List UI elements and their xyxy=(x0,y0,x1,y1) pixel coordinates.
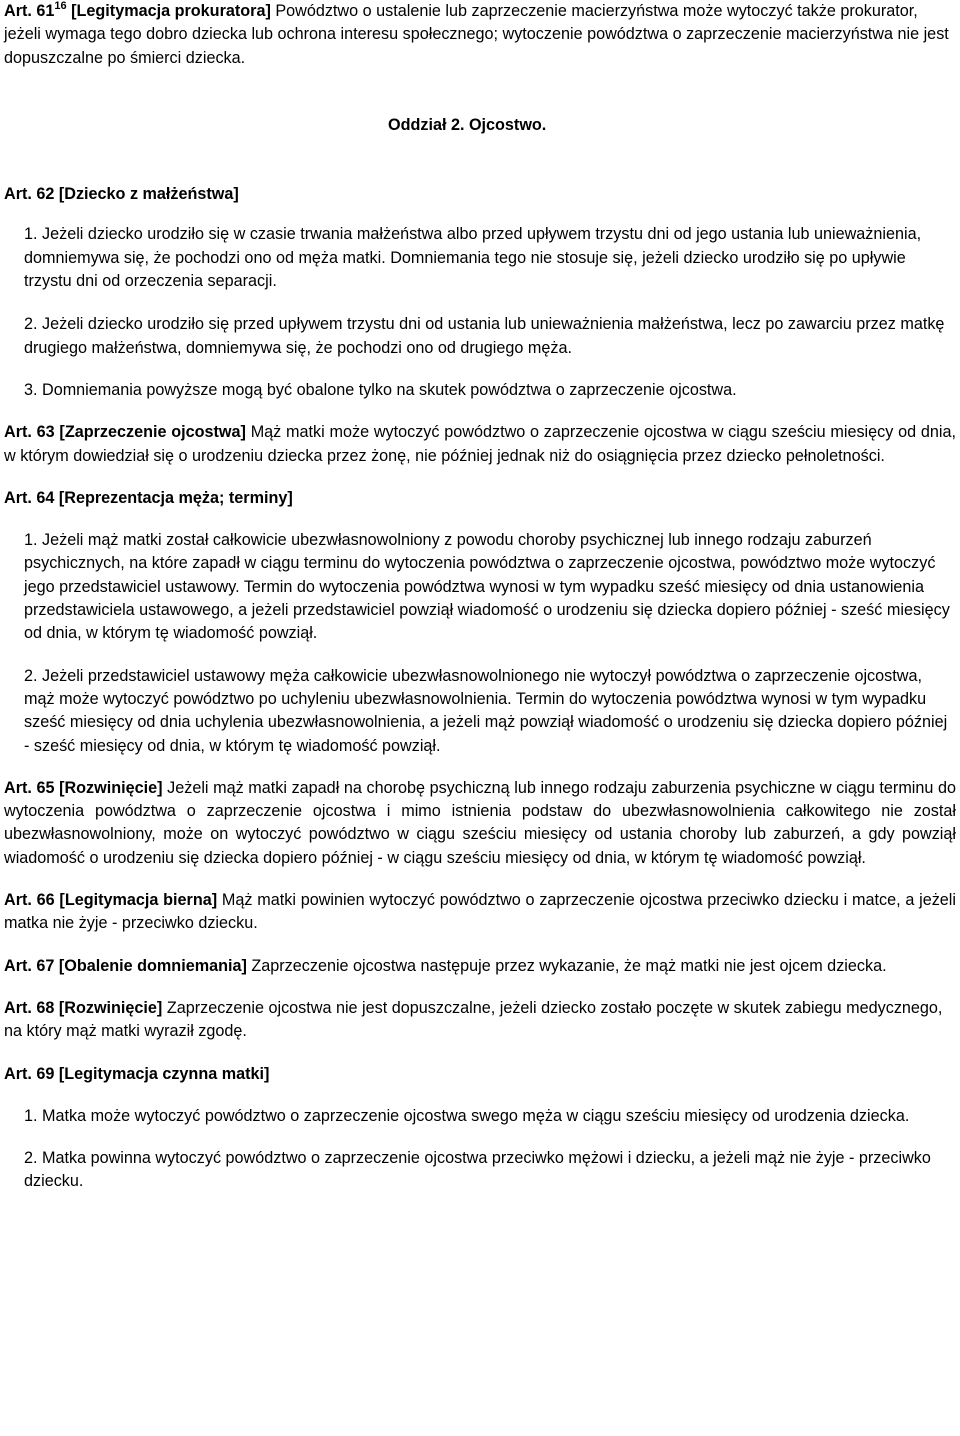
article-66 xyxy=(4,889,956,936)
article-64-paragraph-1: 1. Jeżeli mąż matki został całkowicie ubezwłasnowolniony z powodu choroby psychicznej lub innego rodzaju zaburzeń psychicznych, na które zapadł w ciągu terminu do wytoczenia powództwa o zaprzeczenie ojcostwa, powództwo może wytoczyć jego przedstawiciel ustawowy. Termin do wytoczenia powództwa wynosi w tym wypadku sześć miesięcy od dnia ustanowienia przedstawiciela ustawowego, a jeżeli przedstawiciel powziął wiadomość o urodzeniu się dziecka dopiero później - sześć miesięcy od dnia, w którym tę wiadomość powziął. xyxy=(24,531,950,643)
article-title: [Legitymacja prokuratora] xyxy=(71,2,271,20)
article-label: Art. 61 xyxy=(4,2,55,20)
article-66-heading: Art. 66 [Legitymacja bierna] xyxy=(4,891,218,910)
article-62-heading: Art. 62 [Dziecko z małżeństwa] xyxy=(4,185,239,204)
article-65-heading: Art. 65 [Rozwinięcie] xyxy=(4,778,163,797)
article-69-paragraph-2: 2. Matka powinna wytoczyć powództwo o zaprzeczenie ojcostwa przeciwko mężowi i dziecku, a jeżeli mąż nie żyje - przeciwko dziecku. xyxy=(24,1149,931,1191)
section-heading: Oddział 2. Ojcostwo. xyxy=(388,115,547,134)
article-68-heading: Art. 68 [Rozwinięcie] xyxy=(4,998,163,1017)
article-68-text: Zaprzeczenie ojcostwa nie jest dopuszczalne, jeżeli dziecko zostało poczęte w skutek zabiegu medycznego, na który mąż matki wyraził zgodę. xyxy=(4,998,943,1041)
article-62-paragraph-3: 3. Domniemania powyższe mogą być obalone tylko na skutek powództwa o zaprzeczenie ojcostwa. xyxy=(24,380,737,399)
article-62-paragraph-1: 1. Jeżeli dziecko urodziło się w czasie trwania małżeństwa albo przed upływem trzystu dni od jego ustania lub unieważnienia, domniemywa się, że pochodzi ono od męża matki. Domniemania tego nie stosuje się, jeżeli dziecko urodziło się po upływie trzystu dni od orzeczenia separacji. xyxy=(24,225,922,291)
article-68 xyxy=(4,997,956,1044)
article-63-heading: Art. 63 [Zaprzeczenie ojcostwa] xyxy=(4,423,246,442)
article-64-paragraph-2: 2. Jeżeli przedstawiciel ustawowy męża całkowicie ubezwłasnowolnionego nie wytoczył powództwa o zaprzeczenie ojcostwa, mąż może wytoczyć powództwo po uchyleniu ubezwłasnowolnienia. Termin do wytoczenia powództwa wynosi w tym wypadku sześć miesięcy od dnia uchylenia ubezwłasnowolnienia, a jeżeli mąż powziął wiadomość o urodzeniu się dziecka dopiero później - sześć miesięcy od dnia, w którym tę wiadomość powziął. xyxy=(24,666,948,755)
article-67-heading: Art. 67 [Obalenie domniemania] xyxy=(4,956,247,975)
article-62-paragraph-2: 2. Jeżeli dziecko urodziło się przed upływem trzystu dni od ustania lub unieważnienia małżeństwa, lecz po zawarciu przez matkę drugiego małżeństwa, domniemywa się, że pochodzi ono od drugiego męża. xyxy=(24,315,945,357)
article-superscript: 16 xyxy=(54,0,67,12)
article-63 xyxy=(4,421,956,468)
article-67-text: Zaprzeczenie ojcostwa następuje przez wykazanie, że mąż matki nie jest ojcem dziecka. xyxy=(251,956,887,975)
article-text: Powództwo o ustalenie lub zaprzeczenie macierzyństwa może wytoczyć także prokurator, jeżeli wymaga tego dobro dziecka lub ochrona interesu społecznego; wytoczenie powództwa o zaprzeczenie macierzyństwa nie jest dopuszczalne po śmierci dziecka. xyxy=(4,2,949,67)
article-66-text: Mąż matki powinien wytoczyć powództwo o zaprzeczenie ojcostwa przeciwko dziecku i matce, a jeżeli matka nie żyje - przeciwko dziecku. xyxy=(4,891,956,933)
article-67 xyxy=(4,955,956,978)
article-64-heading: Art. 64 [Reprezentacja męża; terminy] xyxy=(4,488,293,507)
article-69-paragraph-1: 1. Matka może wytoczyć powództwo o zaprzeczenie ojcostwa swego męża w ciągu sześciu miesięcy od urodzenia dziecka. xyxy=(24,1106,910,1125)
article-65-text: Jeżeli mąż matki zapadł na chorobę psychiczną lub innego rodzaju zaburzenia psychiczne w ciągu terminu do wytoczenia powództwa o zaprzeczenie ojcostwa i mimo istnienia podstaw do ubezwłasnowolnienia całkowitego nie został ubezwłasnowolniony, może on wytoczyć powództwo w ciągu sześciu miesięcy od ustania choroby lub zaburzeń, a gdy powziął wiadomość o urodzeniu się dziecka dopiero później - w ciągu sześciu miesięcy od dnia, w którym tę wiadomość powziął. xyxy=(4,778,957,867)
article-69-heading: Art. 69 [Legitymacja czynna matki] xyxy=(4,1064,270,1083)
article-61-16 xyxy=(4,0,956,70)
article-65 xyxy=(4,777,956,870)
article-63-text: Mąż matki może wytoczyć powództwo o zaprzeczenie ojcostwa w ciągu sześciu miesięcy od dnia, w którym dowiedział się o urodzeniu dziecka przez żonę, nie później jednak niż do osiągnięcia przez dziecko pełnoletności. xyxy=(4,423,956,465)
